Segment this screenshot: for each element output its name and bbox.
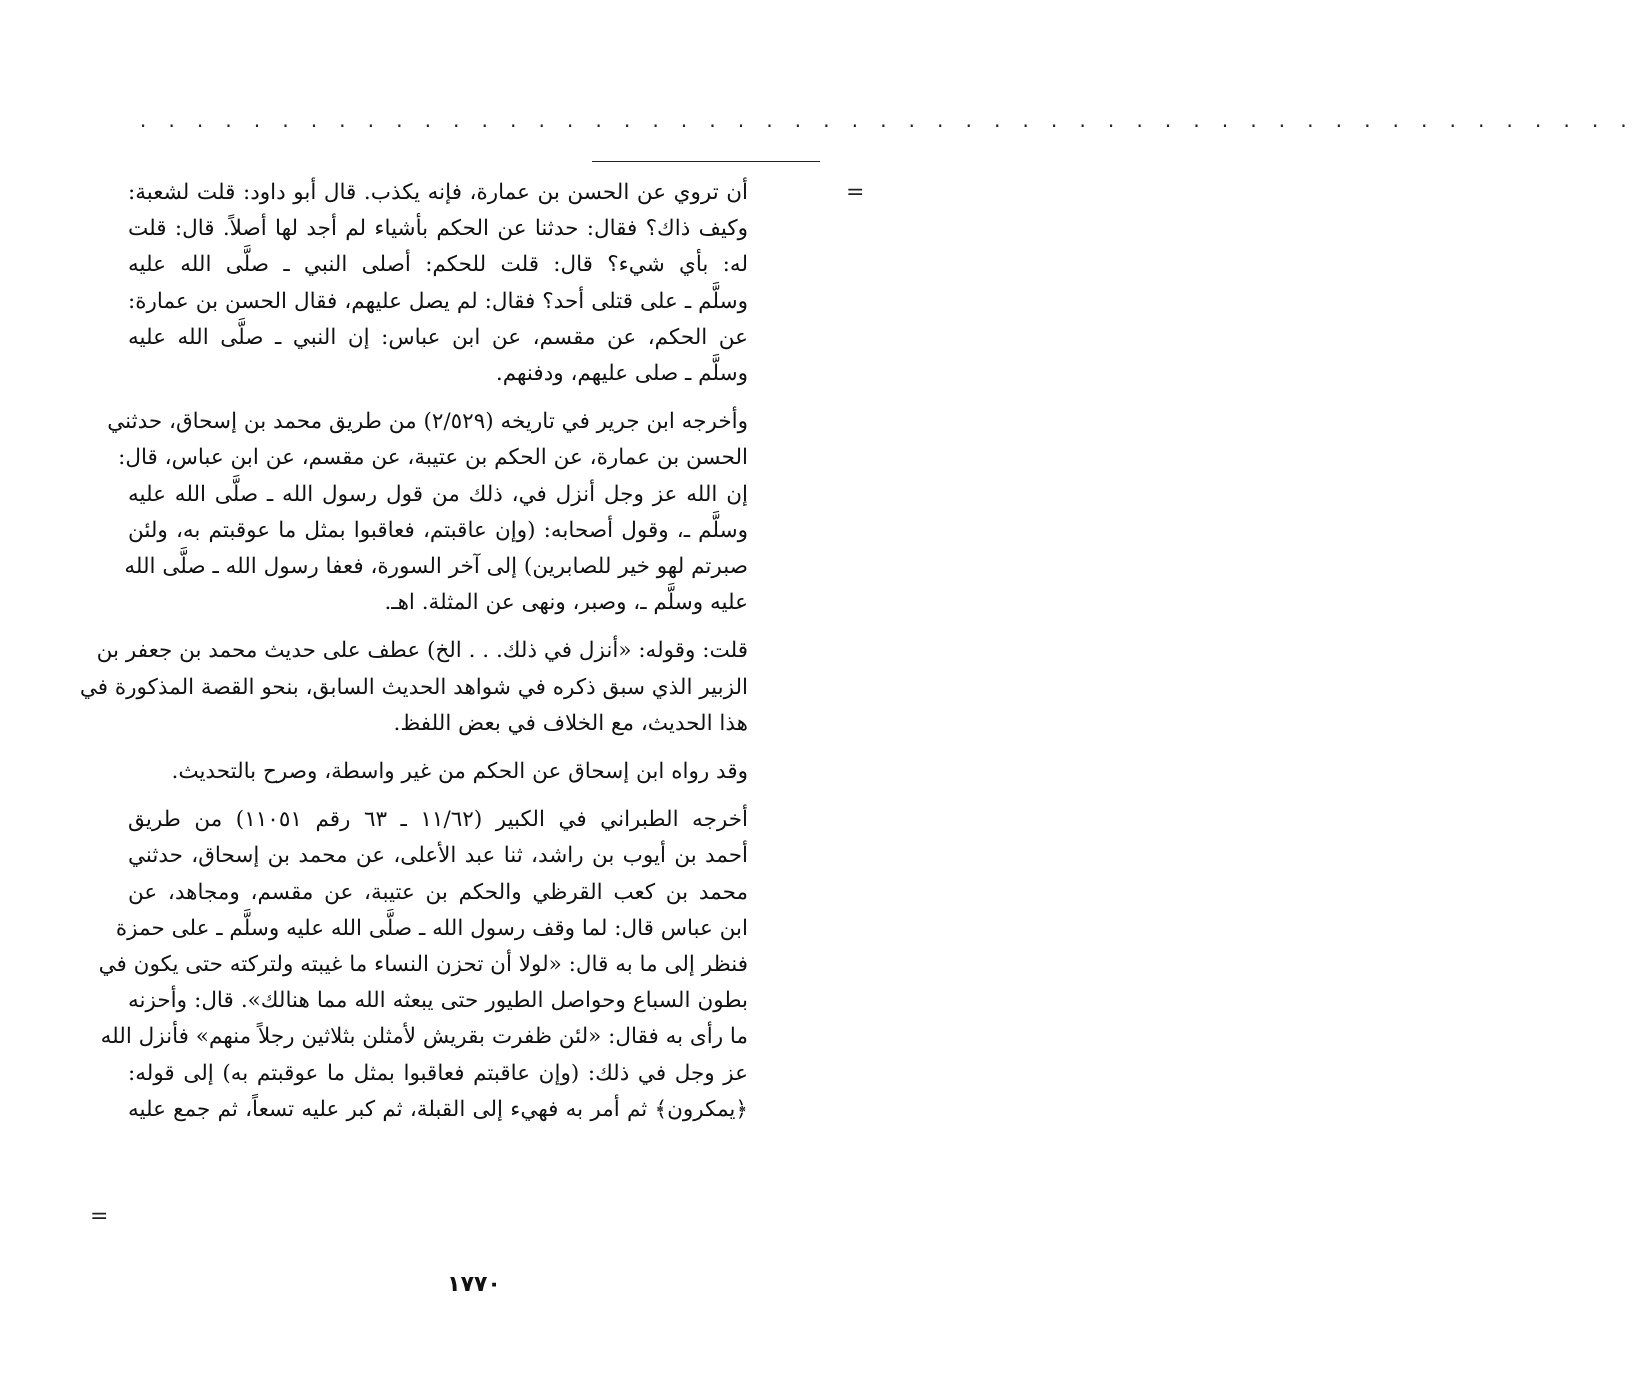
text-line: ﴿يمكرون﴾ ثم أمر به فهيء إلى القبلة، ثم كبر عليه تسعاً، ثم جمع عليه bbox=[128, 1096, 748, 1122]
text-line: محمد بن كعب القرظي والحكم بن عتيبة، عن مقسم، ومجاهد، عن bbox=[128, 879, 748, 905]
text-line: وسلَّم ـ على قتلى أحد؟ فقال: لم يصل عليهم، فقال الحسن بن عمارة: bbox=[128, 288, 748, 314]
text-line: صبرتم لهو خير للصابرين) إلى آخر السورة، فعفا رسول الله ـ صلَّى الله bbox=[124, 554, 748, 580]
paragraph-2 bbox=[107, 404, 748, 621]
text-line: عن الحكم، عن مقسم، عن ابن عباس: إن النبي ـ صلَّى الله عليه bbox=[128, 324, 748, 350]
paragraph-5 bbox=[98, 802, 749, 1128]
text-line: هذا الحديث، مع الخلاف في بعض اللفظ. bbox=[393, 710, 748, 736]
text-line: وسلَّم ـ، وقول أصحابه: (وإن عاقبتم، فعاقبوا بمثل ما عوقبتم به، ولئن bbox=[128, 517, 748, 543]
text-line: ابن عباس قال: لما وقف رسول الله ـ صلَّى الله عليه وسلَّم ـ على حمزة bbox=[115, 915, 748, 941]
header-dotted-line: . . . . . . . . . . . . . . . . . . . . . . . . . . . . . . . . . . . . . . . . . . . . . . . . . . . . . bbox=[138, 112, 1633, 132]
footnote-separator-rule bbox=[592, 161, 820, 162]
text-line: فنظر إلى ما به قال: «لولا أن تحزن النساء ما غيبته ولتركته حتى يكون في bbox=[98, 952, 748, 978]
text-line: الحسن بن عمارة، عن الحكم بن عتيبة، عن مقسم، عن ابن عباس، قال: bbox=[118, 445, 748, 471]
continuation-mark-top: = bbox=[846, 180, 865, 205]
paragraph-4 bbox=[128, 754, 748, 790]
text-line: وأخرجه ابن جرير في تاريخه (٢/٥٢٩) من طريق محمد بن إسحاق، حدثني bbox=[107, 409, 748, 435]
text-line: عليه وسلَّم ـ، وصبر، ونهى عن المثلة. اهـ. bbox=[384, 590, 748, 616]
text-line: إن الله عز وجل أنزل في، ذلك من قول رسول الله ـ صلَّى الله عليه bbox=[128, 481, 748, 507]
text-line: وقد رواه ابن إسحاق عن الحكم من غير واسطة، وصرح بالتحديث. bbox=[171, 759, 748, 785]
text-line: أن تروي عن الحسن بن عمارة، فإنه يكذب. قال أبو داود: قلت لشعبة: bbox=[128, 180, 748, 205]
text-line: أحمد بن أيوب بن راشد، ثنا عبد الأعلى، عن محمد بن إسحاق، حدثني bbox=[128, 843, 748, 869]
text-line: الزبير الذي سبق ذكره في شواهد الحديث السابق، بنحو القصة المذكورة في bbox=[79, 674, 748, 700]
paragraph-1 bbox=[128, 175, 748, 392]
paragraph-3 bbox=[79, 633, 748, 742]
text-line: له: بأي شيء؟ قال: قلت للحكم: أصلى النبي ـ صلَّى الله عليه bbox=[128, 252, 748, 278]
page-number: ١٧٧٠ bbox=[447, 1272, 501, 1297]
text-line: وسلَّم ـ صلى عليهم، ودفنهم. bbox=[495, 361, 748, 387]
text-line: عز وجل في ذلك: (وإن عاقبتم فعاقبوا بمثل ما عوقبتم به) إلى قوله: bbox=[128, 1060, 748, 1086]
text-line: أخرجه الطبراني في الكبير (١١/٦٢ ـ ٦٣ رقم ١١٠٥١) من طريق bbox=[128, 807, 749, 833]
text-line: ما رأى به فقال: «لئن ظفرت بقريش لأمثلن بثلاثين رجلاً منهم» فأنزل الله bbox=[100, 1024, 748, 1050]
continuation-mark-bottom: = bbox=[90, 1204, 109, 1229]
footnote-text bbox=[79, 175, 749, 1140]
text-line: بطون السباع وحواصل الطيور حتى يبعثه الله مما هنالك». قال: وأحزنه bbox=[128, 988, 748, 1014]
text-line: قلت: وقوله: «أنزل في ذلك. . . الخ) عطف على حديث محمد بن جعفر بن bbox=[96, 638, 748, 664]
text-line: وكيف ذاك؟ فقال: حدثنا عن الحكم بأشياء لم أجد لها أصلاً. قال: قلت bbox=[128, 216, 748, 242]
